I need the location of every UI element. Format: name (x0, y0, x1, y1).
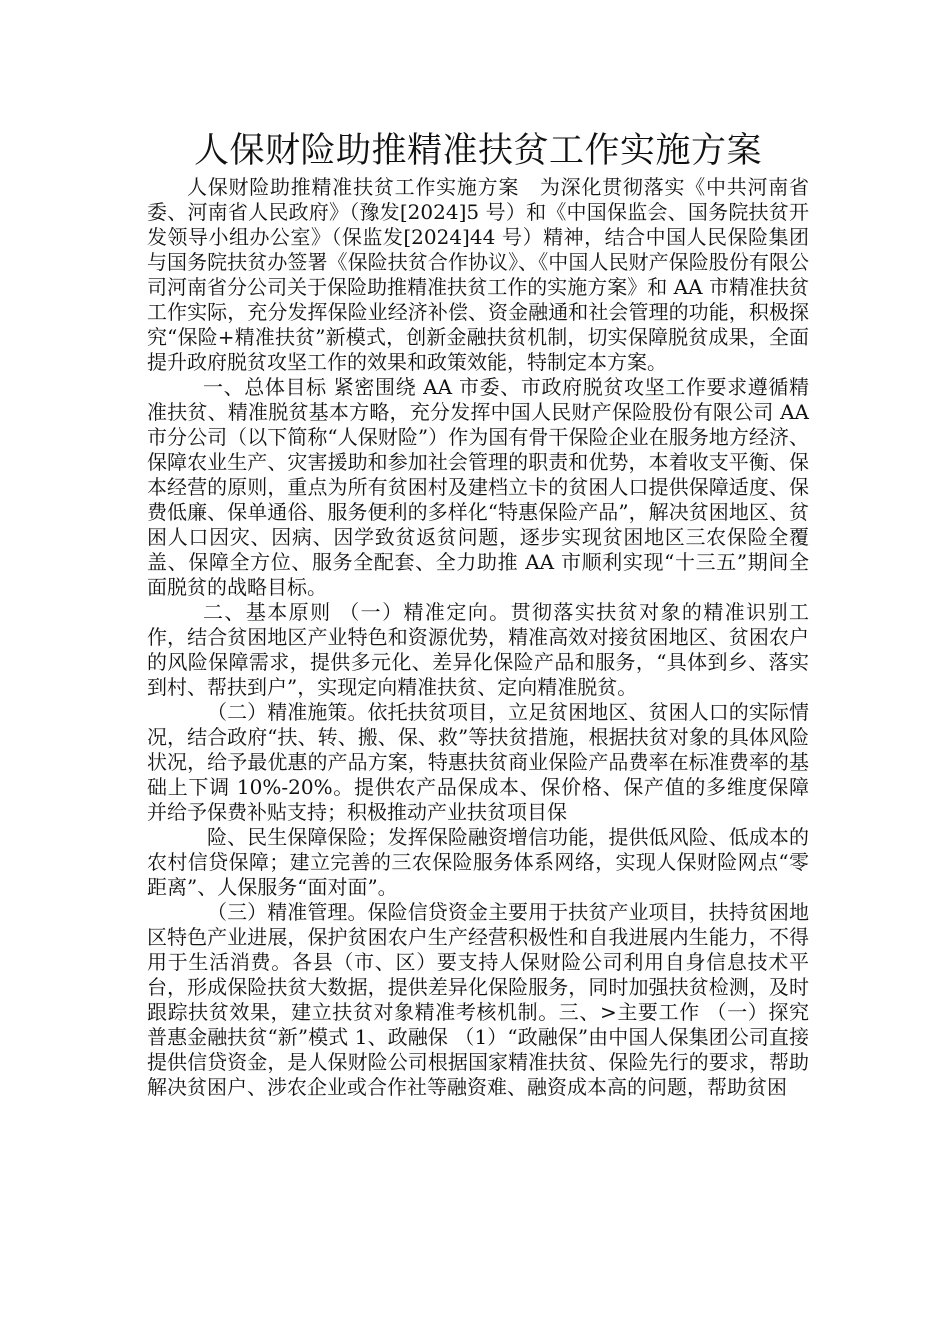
paragraph-precise-management: （三）精准管理。保险信贷资金主要用于扶贫产业项目，扶持贫困地区特色产业进展，保护贫困农户生产经营积极性和自我进展内生能力，不得用于生活消费。各县（市、区）要支持人保财险公司利用自身信息技术平台，形成保险扶贫大数据，提供差异化保险服务，同时加强扶贫检测，及时跟踪扶贫效果，建立扶贫对象精准考核机制。三、>主要工作 （一）探究普惠金融扶贫“新”模式 1、政融保 （1）“政融保”由中国人保集团公司直接提供信贷资金，是人保财险公司根据国家精准扶贫、保险先行的要求，帮助解决贫困户、涉农企业或合作社等融资难、融资成本高的问题，帮助贫困 (147, 900, 809, 1099)
paragraph-precise-policy: （二）精准施策。依托扶贫项目，立足贫困地区、贫困人口的实际情况，结合政府“扶、转、搬、保、救”等扶贫措施，根据扶贫对象的具体风险状况，给予最优惠的产品方案，特惠扶贫商业保险产品费率在标准费率的基础上下调 10%-20%。提供农产品保成本、保价格、保产值的多维度保障并给予保费补贴支持；积极推动产业扶贫项目保 (147, 700, 809, 824)
document-title: 人保财险助推精准扶贫工作实施方案 (193, 131, 762, 171)
document-page (147, 128, 809, 1100)
paragraph-basic-principles: 二、基本原则 （一）精准定向。贯彻落实扶贫对象的精准识别工作，结合贫困地区产业特色和资源优势，精准高效对接贫困地区、贫困农户的风险保障需求，提供多元化、差异化保险产品和服务，“具体到乡、落实到村、帮扶到户”，实现定向精准扶贫、定向精准脱贫。 (147, 600, 809, 699)
paragraph-intro: 人保财险助推精准扶贫工作实施方案 为深化贯彻落实《中共河南省委、河南省人民政府》（豫发[2024]5 号）和《中国保监会、国务院扶贫开发领导小组办公室》（保监发[2024]44 号）精神，结合中国人民保险集团与国务院扶贫办签署《保险扶贫合作协议》、《中国人民财产保险股份有限公司河南省分公司关于保险助推精准扶贫工作的实施方案》和 AA 市精准扶贫工作实际，充分发挥保险业经济补偿、资金融通和社会管理的功能，积极探究“保险+精准扶贫”新模式，创新金融扶贫机制，切实保障脱贫成果，全面提升政府脱贫攻坚工作的效果和政策效能，特制定本方案。 (147, 175, 809, 374)
paragraph-overall-goal: 一、总体目标 紧密围绕 AA 市委、市政府脱贫攻坚工作要求遵循精准扶贫、精准脱贫基本方略，充分发挥中国人民财产保险股份有限公司 AA 市分公司（以下简称“人保财险”）作为国有骨干保险企业在服务地方经济、保障农业生产、灾害援助和参加社会管理的职责和优势，本着收支平衡、保本经营的原则，重点为所有贫困村及建档立卡的贫困人口提供保障适度、保费低廉、保单通俗、服务便利的多样化“特惠保险产品”，解决贫困地区、贫困人口因灾、因病、因学致贫返贫问题，逐步实现贫困地区三农保险全覆盖、保障全方位、服务全配套、全力助推 AA 市顺利实现“十三五”期间全面脱贫的战略目标。 (147, 375, 809, 599)
paragraph-precise-policy-continued: 险、民生保障保险；发挥保险融资增信功能，提供低风险、低成本的农村信贷保障；建立完善的三农保险服务体系网络，实现人保财险网点“零距离”、人保服务“面对面”。 (147, 825, 809, 899)
